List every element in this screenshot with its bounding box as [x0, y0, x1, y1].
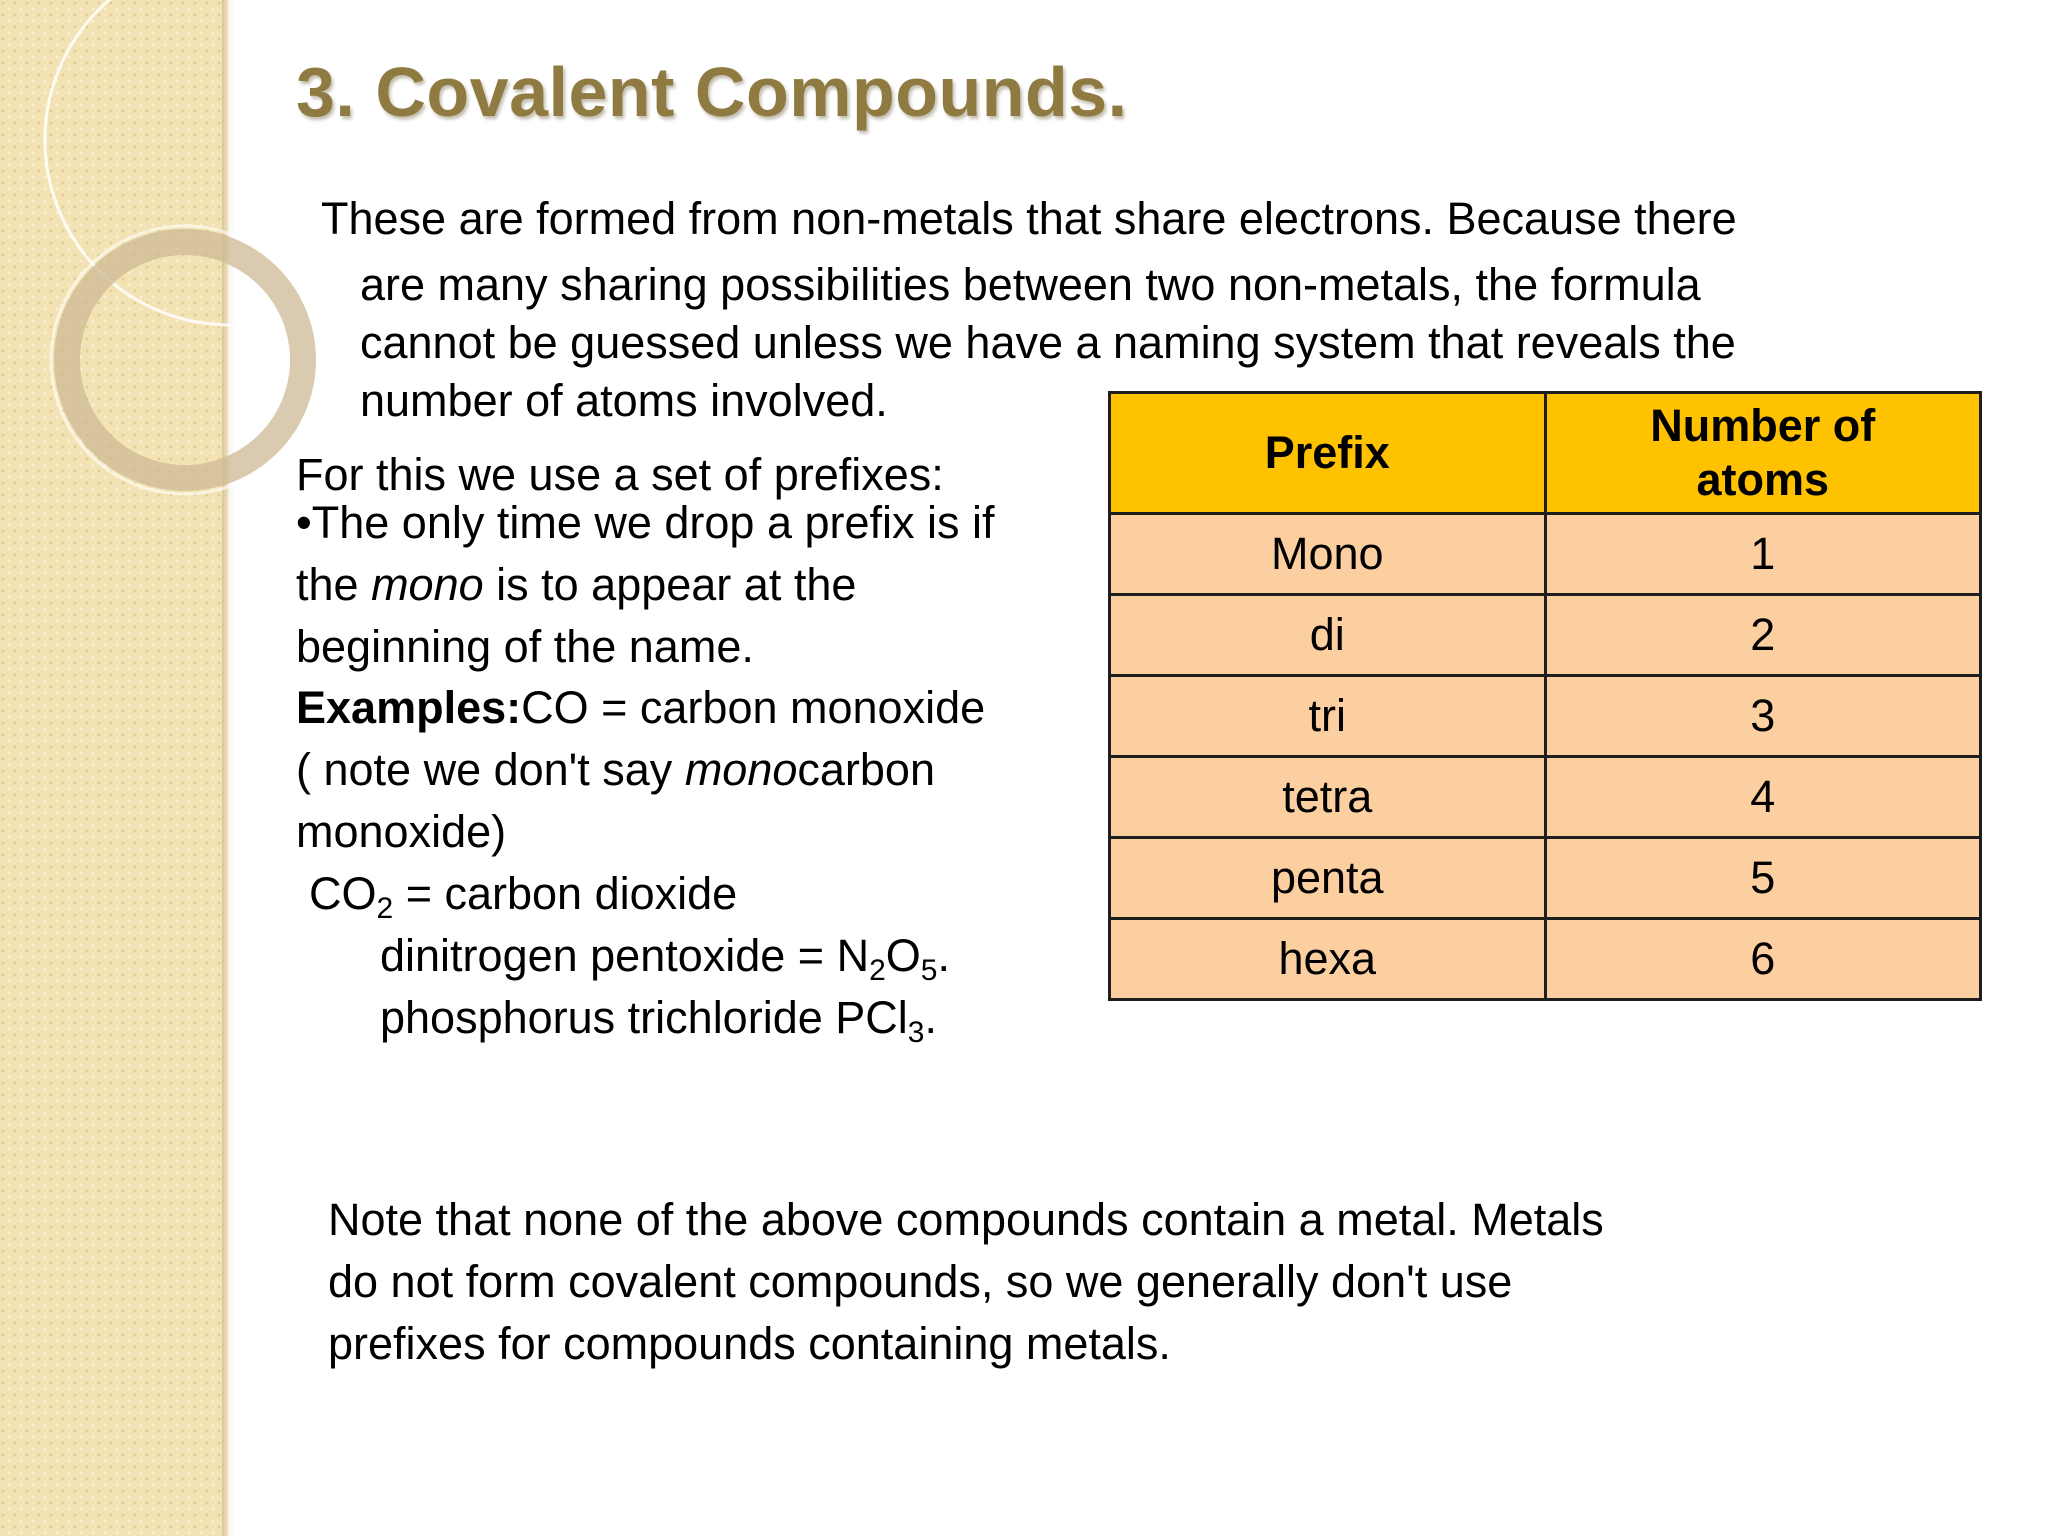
prefix-lead: For this we use a set of prefixes:	[296, 449, 944, 500]
header-prefix: Prefix	[1110, 393, 1546, 514]
n2o5-subscript-2: 5	[920, 954, 938, 987]
footer-line-1: Note that none of the above compounds contain a metal. Metals	[328, 1194, 1604, 1245]
table-header-row	[1110, 393, 1981, 514]
ring-thin	[51, 226, 319, 494]
example-note-end: monoxide)	[296, 806, 507, 857]
table-row	[1110, 595, 1981, 676]
header-atoms: atoms	[1696, 454, 1830, 505]
rule-line-2	[296, 559, 857, 610]
n2o5-part-1: dinitrogen pentoxide = N	[380, 930, 870, 981]
intro-line-4: number of atoms involved.	[360, 375, 888, 426]
example-pcl3	[380, 992, 937, 1049]
ring-thick	[67, 242, 303, 478]
example-note-post: carbon	[797, 744, 935, 795]
example-co2	[309, 868, 738, 925]
n2o5-period: .	[937, 930, 950, 981]
co2-name: = carbon dioxide	[393, 868, 738, 919]
count-cell: 6	[1545, 919, 1981, 1000]
examples-label: Examples:	[296, 682, 522, 733]
count-cell: 3	[1545, 676, 1981, 757]
prefix-cell: tetra	[1110, 757, 1546, 838]
count-cell: 1	[1545, 514, 1981, 595]
table-row	[1110, 757, 1981, 838]
intro-line-1: These are formed from non-metals that share electrons. Because there	[321, 193, 1737, 244]
header-number-of: Number of	[1650, 400, 1876, 451]
prefix-cell: penta	[1110, 838, 1546, 919]
examples-line	[296, 682, 986, 733]
example-note	[296, 744, 935, 795]
example-note-pre: ( note we don't say	[296, 744, 685, 795]
prefix-table	[1108, 391, 1982, 1001]
table-row	[1110, 514, 1981, 595]
slide-title: 3. Covalent Compounds.	[296, 53, 1128, 131]
co2-subscript: 2	[376, 892, 394, 925]
n2o5-part-2: O	[885, 930, 921, 981]
rule-line-3: beginning of the name.	[296, 621, 754, 672]
pcl3-period: .	[924, 992, 937, 1043]
n2o5-subscript-1: 2	[869, 954, 886, 987]
table-row	[1110, 676, 1981, 757]
decorative-rings	[0, 0, 330, 520]
prefix-cell: tri	[1110, 676, 1546, 757]
example-note-emphasis: mono	[684, 744, 798, 795]
rule-mono-emphasis: mono	[371, 559, 484, 610]
rule-line-2-post: is to appear at the	[483, 559, 857, 610]
table-row	[1110, 838, 1981, 919]
intro-line-2: are many sharing possibilities between two non-metals, the formula	[360, 259, 1701, 310]
count-cell: 4	[1545, 757, 1981, 838]
count-cell: 2	[1545, 595, 1981, 676]
footer-line-2: do not form covalent compounds, so we generally don't use	[328, 1256, 1513, 1307]
prefix-cell: hexa	[1110, 919, 1546, 1000]
example-co: CO = carbon monoxide	[521, 682, 986, 733]
example-n2o5	[380, 930, 950, 987]
header-number-of-atoms	[1545, 393, 1981, 514]
pcl3-subscript: 3	[907, 1016, 925, 1049]
pcl3-part-1: phosphorus trichloride PCl	[380, 992, 908, 1043]
footer-line-3: prefixes for compounds containing metals.	[328, 1318, 1171, 1369]
rule-line-1: •The only time we drop a prefix is if	[296, 497, 995, 548]
count-cell: 5	[1545, 838, 1981, 919]
co2-formula: CO	[309, 868, 377, 919]
prefix-cell: Mono	[1110, 514, 1546, 595]
intro-line-3: cannot be guessed unless we have a naming system that reveals the	[360, 317, 1736, 368]
table-row	[1110, 919, 1981, 1000]
prefix-cell: di	[1110, 595, 1546, 676]
rule-line-2-pre: the	[296, 559, 372, 610]
